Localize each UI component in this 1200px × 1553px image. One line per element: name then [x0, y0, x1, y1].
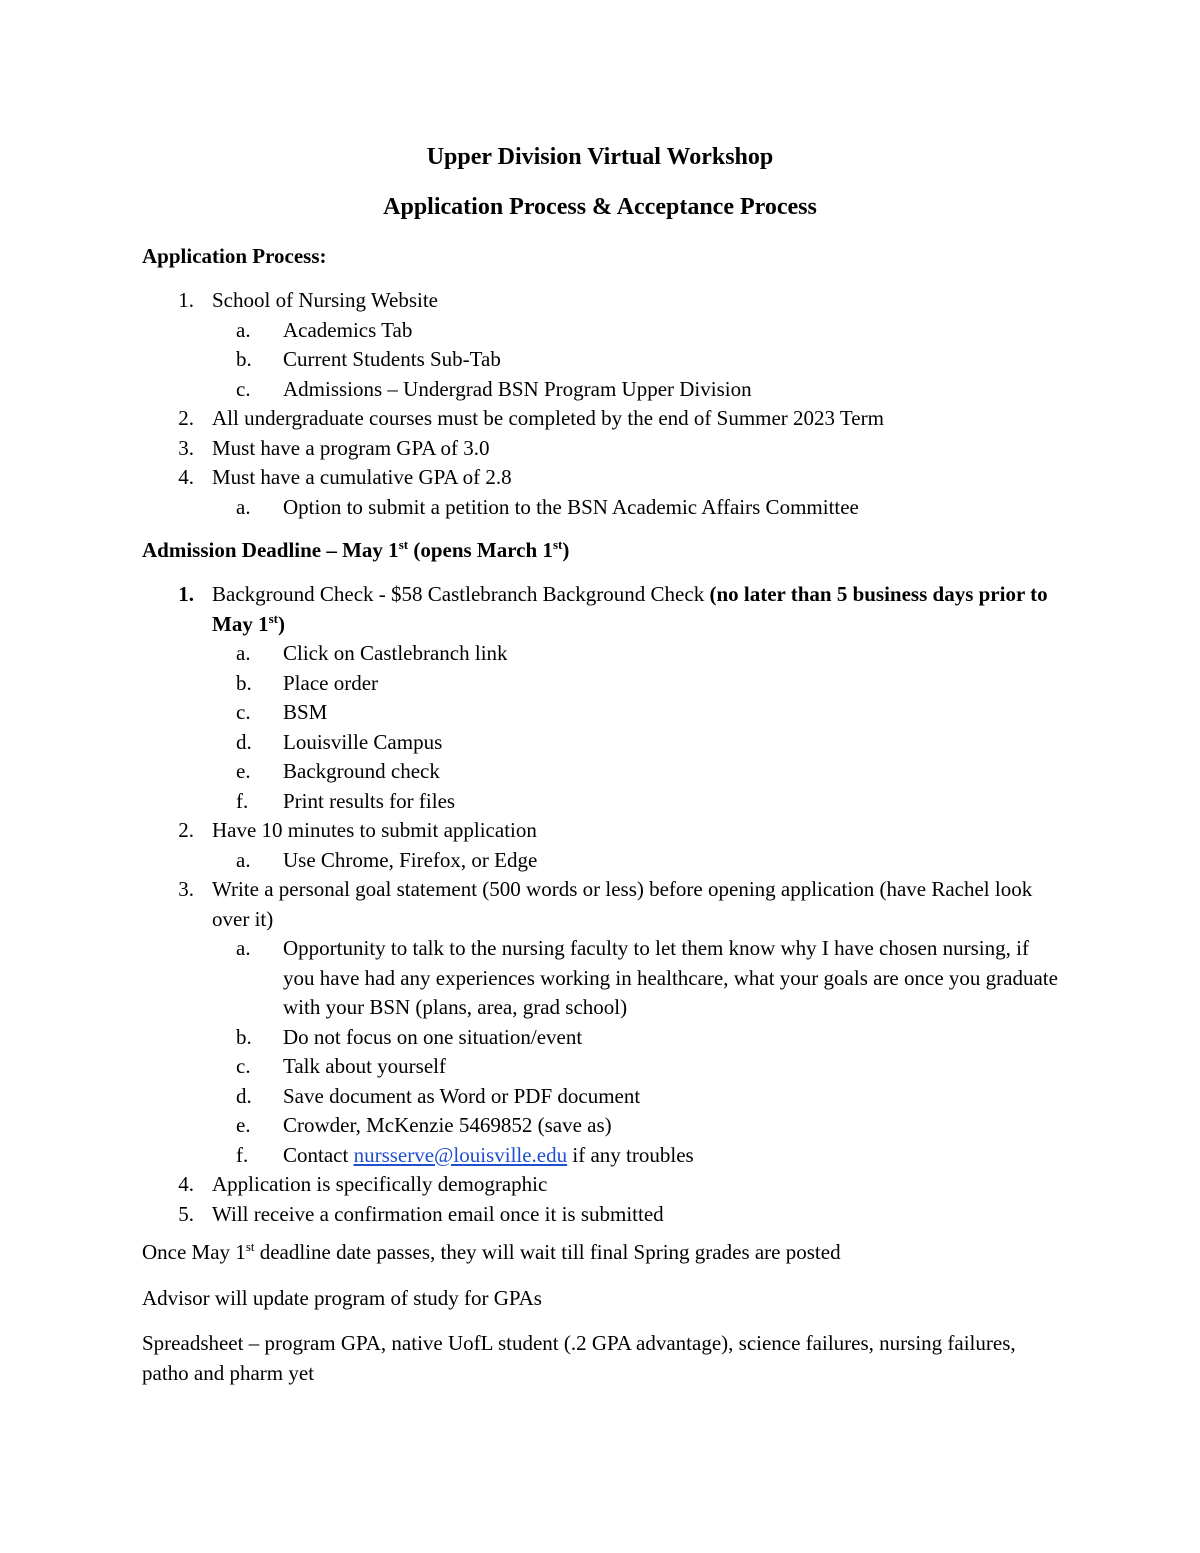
sub-list-letter: d. [236, 1083, 252, 1108]
sub-list-item [142, 846, 1062, 876]
sub-list-letter: e. [236, 1113, 251, 1137]
sub-list-item-text: Crowder, McKenzie 5469852 (save as) [283, 1113, 612, 1137]
application-process-list [142, 286, 1062, 522]
contact-prefix: Contact [283, 1142, 354, 1167]
sub-list-letter: f. [236, 1142, 249, 1167]
sub-list-item-text: Do not focus on one situation/event [283, 1024, 583, 1049]
list-item-text: All undergraduate courses must be completed by the end of Summer 2023 Term [212, 406, 884, 430]
sub-list-item-text: BSM [283, 700, 328, 724]
sub-list-item-text: Use Chrome, Firefox, or Edge [283, 847, 538, 872]
sub-list-letter: b. [236, 1024, 252, 1049]
list-item [142, 286, 1062, 316]
email-link[interactable]: nursserve@louisville.edu [353, 1142, 568, 1167]
heading-text: Admission Deadline – May 1 [142, 538, 399, 562]
sub-list-item-text: Click on Castlebranch link [283, 641, 508, 665]
admission-deadline-list [142, 580, 1062, 1229]
sub-list-letter: a. [236, 317, 251, 342]
list-number: 2. [178, 406, 194, 430]
sub-list-item-text: Academics Tab [283, 317, 413, 342]
background-check-text: Background Check - $58 Castlebranch Background Check [212, 582, 710, 606]
superscript: st [268, 610, 278, 626]
sub-list-item [142, 1082, 1062, 1112]
sub-list-item [142, 316, 1062, 346]
sub-list-letter: d. [236, 729, 252, 754]
sub-list-letter: c. [236, 376, 251, 401]
list-item [142, 1170, 1062, 1200]
list-number: 1. [178, 582, 194, 606]
list-item [142, 875, 1062, 934]
sub-list-letter: a. [236, 494, 251, 519]
sub-list-letter: a. [236, 847, 251, 872]
sub-list-item [142, 1141, 1062, 1171]
list-item-text: Must have a program GPA of 3.0 [212, 435, 490, 460]
sub-list-item [142, 1052, 1062, 1082]
list-number: 4. [178, 1172, 194, 1196]
list-number: 4. [178, 465, 194, 489]
list-number: 3. [178, 435, 194, 460]
sub-list-item-text: Admissions – Undergrad BSN Program Upper Division [283, 376, 752, 401]
list-item [142, 1200, 1062, 1230]
list-number: 5. [178, 1201, 194, 1226]
paragraph-text: Once May 1 [142, 1240, 246, 1264]
sub-list-item [142, 757, 1062, 787]
list-item-text: Have 10 minutes to submit application [212, 818, 537, 842]
sub-list-item [142, 345, 1062, 375]
list-item-text: Will receive a confirmation email once it is submitted [212, 1201, 664, 1226]
superscript: st [552, 537, 563, 552]
list-item [142, 816, 1062, 846]
sub-list-item [142, 669, 1062, 699]
sub-list-item-text: Current Students Sub-Tab [283, 347, 501, 371]
list-item-text [212, 580, 1062, 639]
list-item-text: Application is specifically demographic [212, 1172, 548, 1196]
sub-list-item [142, 787, 1062, 817]
paragraph-advisor: Advisor will update program of study for GPAs [142, 1286, 542, 1310]
list-item [142, 580, 1062, 639]
sub-list-item-text: Print results for files [283, 788, 456, 813]
sub-list-item-text: Save document as Word or PDF document [283, 1083, 641, 1108]
paragraph-deadline-passes [142, 1238, 1062, 1268]
deadline-note-text: ) [277, 611, 285, 636]
sub-list-item [142, 934, 1062, 1023]
sub-list-item-text: Opportunity to talk to the nursing faculty to let them know why I have chosen nursing, if you have had any experiences working in healthcare, what your goals are once you graduate with your BSN (plans, area, grad school) [283, 936, 1058, 1019]
list-number: 3. [178, 877, 194, 901]
sub-list-letter: b. [236, 670, 252, 695]
sub-list-letter: a. [236, 936, 251, 960]
sub-list-item-text: Place order [283, 670, 379, 695]
document-title: Upper Division Virtual Workshop [426, 144, 774, 170]
application-process-heading: Application Process: [142, 244, 327, 268]
sub-list-item [142, 1023, 1062, 1053]
sub-list-item [142, 698, 1062, 728]
list-item-text: School of Nursing Website [212, 288, 438, 312]
sub-list-item-text: Talk about yourself [283, 1054, 446, 1078]
sub-list-item [142, 728, 1062, 758]
superscript: st [398, 537, 409, 552]
paragraph-text: deadline date passes, they will wait till final Spring grades are posted [254, 1240, 841, 1264]
sub-list-item-text: Background check [283, 759, 440, 783]
document-subtitle: Application Process & Acceptance Process [383, 194, 817, 220]
heading-text: ) [562, 538, 570, 562]
paragraph-spreadsheet: Spreadsheet – program GPA, native UofL student (.2 GPA advantage), science failures, nursing failures, patho and pharm yet [142, 1331, 1016, 1385]
sub-list-item [142, 493, 1062, 523]
sub-list-letter: c. [236, 1054, 251, 1078]
sub-list-item [142, 1111, 1062, 1141]
list-item-text: Write a personal goal statement (500 words or less) before opening application (have Rachel look over it) [212, 877, 1033, 931]
sub-list-letter: c. [236, 700, 251, 724]
sub-list-item-text: Option to submit a petition to the BSN Academic Affairs Committee [283, 494, 859, 519]
list-item [142, 434, 1062, 464]
deadline-note-text: (no later than 5 business days prior to May 1 [212, 582, 1048, 636]
list-item [142, 463, 1062, 493]
admission-deadline-heading [142, 536, 569, 566]
sub-list-item-text: Louisville Campus [283, 729, 443, 754]
sub-list-item [142, 639, 1062, 669]
sub-list-letter: a. [236, 641, 251, 665]
list-item [142, 404, 1062, 434]
sub-list-letter: e. [236, 759, 251, 783]
sub-list-letter: b. [236, 347, 252, 371]
sub-list-item [142, 375, 1062, 405]
superscript: st [245, 1239, 255, 1254]
list-number: 2. [178, 818, 194, 842]
contact-line [283, 1141, 1062, 1171]
sub-list-letter: f. [236, 788, 249, 813]
contact-suffix: if any troubles [567, 1142, 694, 1167]
heading-text: (opens March 1 [408, 538, 553, 562]
list-item-text: Must have a cumulative GPA of 2.8 [212, 465, 512, 489]
list-number: 1. [178, 288, 194, 312]
